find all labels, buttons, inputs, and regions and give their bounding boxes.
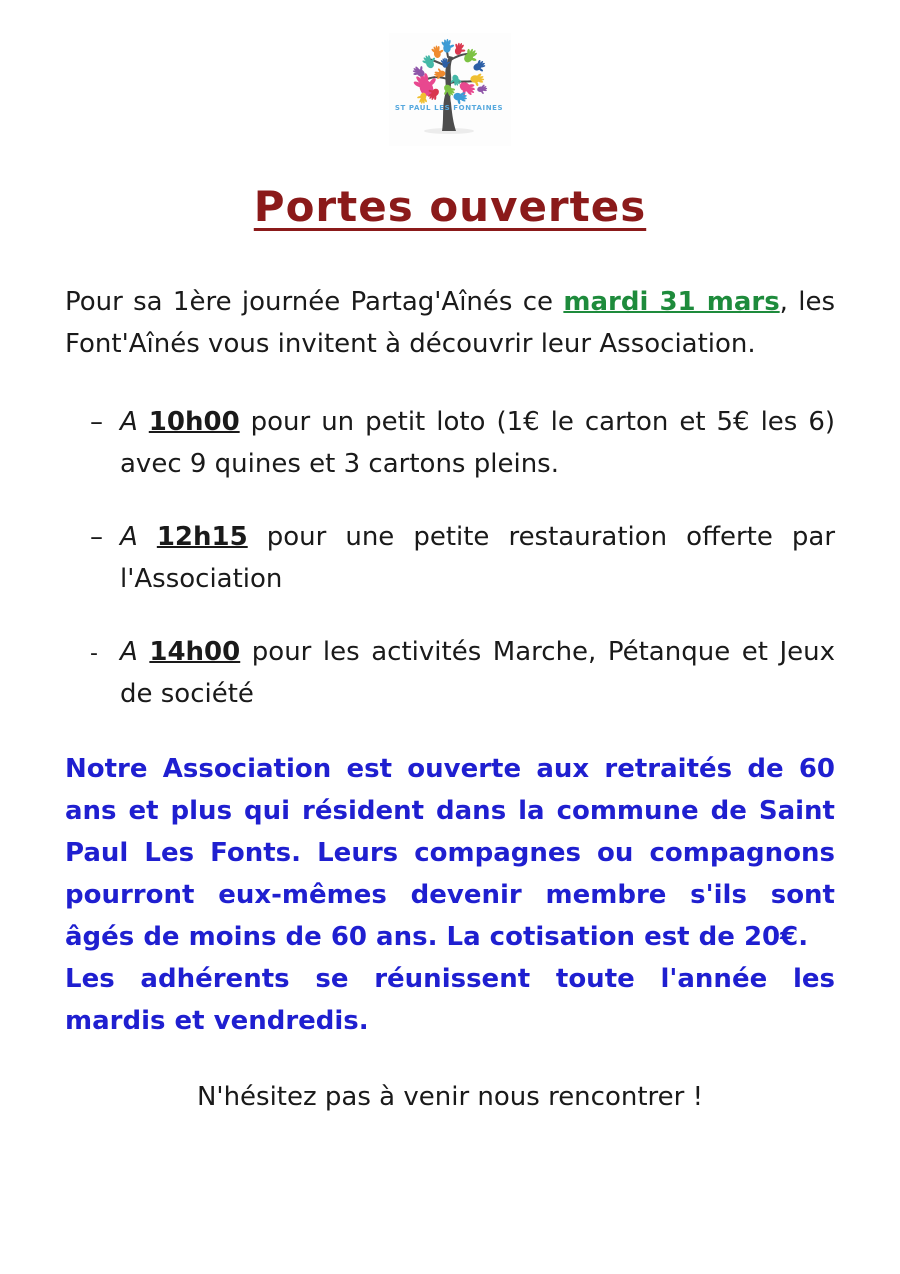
schedule-prefix: A: [120, 522, 138, 552]
schedule-text: pour les activités Marche, Pétanque et Jeux de société: [120, 637, 836, 709]
association-logo: [389, 33, 511, 146]
schedule-prefix: A: [120, 637, 138, 667]
schedule-time: 10h00: [148, 407, 240, 437]
schedule-list: [65, 401, 835, 715]
dash-bullet: –: [90, 522, 103, 552]
intro-text-after: , les Font'Aînés vous invitent à découvrir leur Association.: [65, 287, 836, 359]
page-title: [65, 182, 835, 231]
schedule-item-activites: [90, 631, 835, 715]
schedule-item-loto: [90, 401, 835, 485]
membership-paragraph: Notre Association est ouverte aux retraités de 60 ans et plus qui résident dans la commune de Saint Paul Les Fonts. Leurs compagnes ou compagnons pourront eux-mêmes devenir membre s'ils sont âgés de moins de 60 ans. La cotisation est de 20€.: [65, 754, 835, 952]
schedule-time: 12h15: [156, 522, 248, 552]
event-date: mardi 31 mars: [563, 287, 780, 317]
schedule-prefix: A: [120, 407, 138, 437]
page-title-text: Portes ouvertes: [253, 182, 647, 231]
schedule-text: pour une petite restauration offerte par l'Association: [120, 522, 836, 594]
logo-caption: ST PAUL LES FONTAINES: [394, 104, 504, 112]
meetings-paragraph: Les adhérents se réunissent toute l'année les mardis et vendredis.: [65, 964, 835, 1036]
closing-line: N'hésitez pas à venir nous rencontrer !: [196, 1082, 704, 1112]
intro-text-before: Pour sa 1ère journée Partag'Aînés ce: [65, 287, 554, 317]
dash-bullet: –: [90, 407, 103, 437]
dash-bullet: -: [90, 641, 98, 666]
schedule-item-restauration: [90, 516, 835, 600]
schedule-text: pour un petit loto (1€ le carton et 5€ les 6) avec 9 quines et 3 cartons pleins.: [120, 407, 835, 479]
intro-paragraph: [65, 281, 835, 365]
hands-tree-icon: [389, 33, 511, 146]
schedule-time: 14h00: [149, 637, 241, 667]
